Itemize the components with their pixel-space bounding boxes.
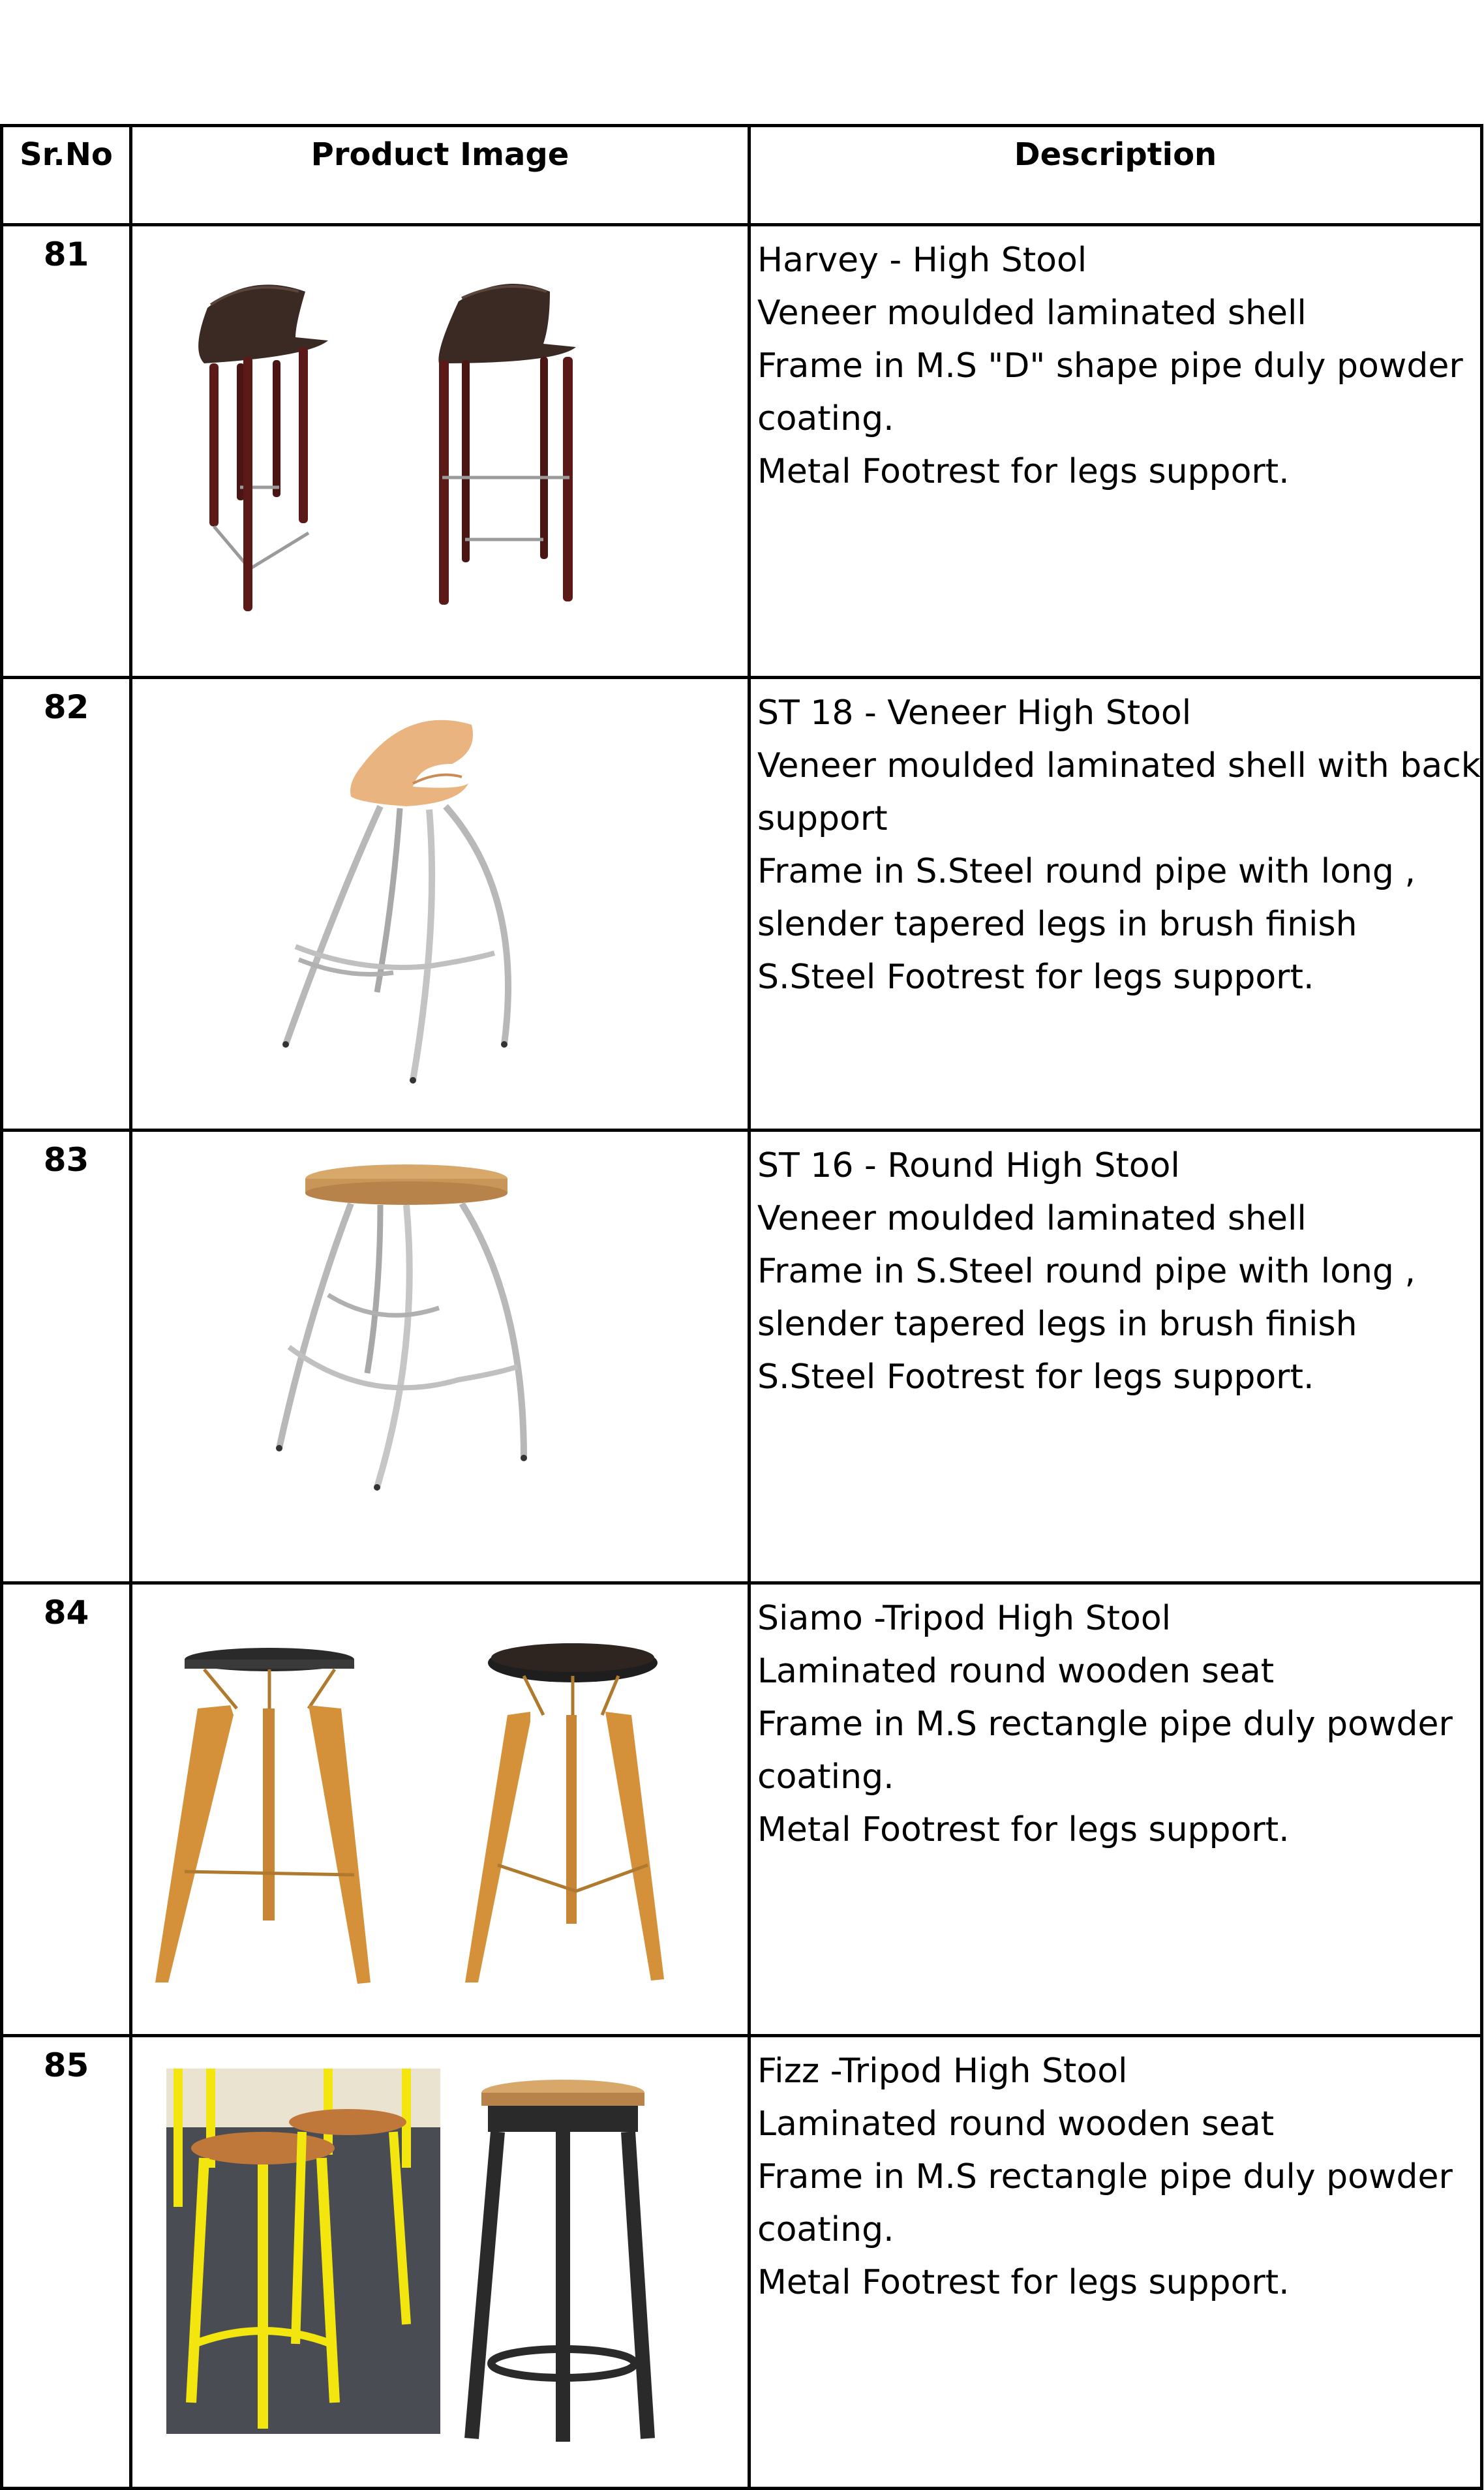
description-cell (750, 1583, 1482, 2036)
description-cell (750, 1131, 1482, 1583)
siamo-stool-image (132, 1585, 751, 2025)
description-line: Veneer moulded laminated shell with back (757, 746, 1481, 785)
product-title: Siamo -Tripod High Stool (757, 1599, 1172, 1638)
header-row (2, 126, 1482, 225)
description-line: Veneer moulded laminated shell (757, 1199, 1307, 1238)
sr-no-cell: 85 (2, 2036, 131, 2489)
description-cell (750, 678, 1482, 1131)
product-table (0, 124, 1483, 2490)
description-cell (750, 2036, 1482, 2489)
table-row (2, 2036, 1482, 2489)
header-description: Description (750, 126, 1482, 225)
product-title: Fizz -Tripod High Stool (757, 2052, 1128, 2091)
description-line: Frame in M.S "D" shape pipe duly powder (757, 346, 1463, 386)
description-line: Metal Footrest for legs support. (757, 452, 1290, 491)
st18-stool-image (132, 679, 751, 1119)
description-line: Metal Footrest for legs support. (757, 1810, 1290, 1849)
table-row (2, 225, 1482, 678)
description-line: support (757, 799, 888, 838)
sr-no-cell: 83 (2, 1131, 131, 1583)
product-image-fizz (131, 2036, 750, 2489)
product-image-st16 (131, 1131, 750, 1583)
description-line: Frame in M.S rectangle pipe duly powder (757, 1705, 1453, 1744)
product-title: ST 16 - Round High Stool (757, 1146, 1180, 1185)
description-line: Veneer moulded laminated shell (757, 294, 1307, 333)
description-line: slender tapered legs in brush finish (757, 905, 1357, 944)
sr-no-cell: 84 (2, 1583, 131, 2036)
header-product-image: Product Image (131, 126, 750, 225)
description-cell (750, 225, 1482, 678)
product-image-harvey (131, 225, 750, 678)
product-image-st18 (131, 678, 750, 1131)
product-image-siamo (131, 1583, 750, 2036)
description-line: Frame in S.Steel round pipe with long , (757, 1252, 1416, 1291)
description-line: Frame in S.Steel round pipe with long , (757, 852, 1416, 891)
description-line: Frame in M.S rectangle pipe duly powder (757, 2157, 1453, 2196)
product-title: ST 18 - Veneer High Stool (757, 693, 1192, 733)
table-row (2, 1583, 1482, 2036)
description-line: S.Steel Footrest for legs support. (757, 1358, 1314, 1397)
fizz-stool-image (132, 2037, 751, 2478)
product-title: Harvey - High Stool (757, 241, 1087, 280)
description-line: Laminated round wooden seat (757, 1652, 1275, 1691)
table-row (2, 1131, 1482, 1583)
harvey-stool-image (132, 226, 751, 667)
product-table-container (0, 124, 1484, 2490)
description-line: coating. (757, 1757, 894, 1797)
description-line: Metal Footrest for legs support. (757, 2263, 1290, 2302)
description-line: coating. (757, 399, 894, 438)
sr-no-cell: 81 (2, 225, 131, 678)
sr-no-cell: 82 (2, 678, 131, 1131)
description-line: slender tapered legs in brush finish (757, 1305, 1357, 1344)
description-line: S.Steel Footrest for legs support. (757, 958, 1314, 997)
st16-stool-image (132, 1132, 751, 1572)
description-line: coating. (757, 2210, 894, 2249)
header-sr-no: Sr.No (2, 126, 131, 225)
table-row (2, 678, 1482, 1131)
description-line: Laminated round wooden seat (757, 2104, 1275, 2144)
